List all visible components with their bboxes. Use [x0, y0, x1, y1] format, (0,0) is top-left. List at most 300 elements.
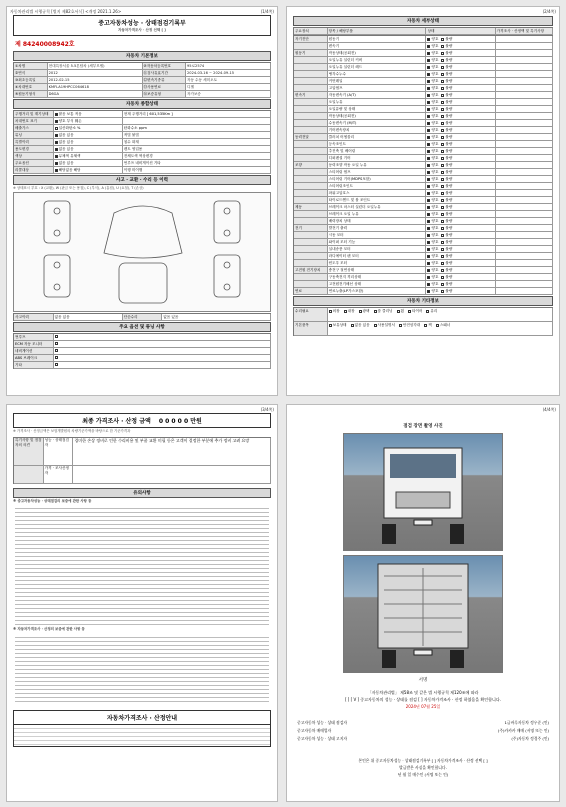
detail-state — [426, 113, 495, 120]
status-value — [54, 111, 123, 118]
group-label — [294, 148, 328, 155]
checkbox-icon — [351, 324, 354, 327]
status-value-text: 일산화탄소 % — [58, 126, 81, 130]
detail-table — [293, 35, 553, 295]
page-number: (4/4쪽) — [542, 407, 556, 412]
status-value-text: 없음 있음 — [58, 133, 74, 137]
state-label: 양호 — [431, 142, 439, 146]
option-item: 기타 — [14, 362, 54, 369]
detail-item: 원동기 — [328, 36, 427, 43]
table-row — [294, 190, 553, 197]
status-note — [123, 118, 271, 125]
checkbox-icon — [441, 38, 444, 41]
state-label: 불량 — [445, 58, 453, 62]
detail-note — [496, 57, 553, 64]
checkbox-icon — [55, 148, 58, 151]
state-label: 양호 — [431, 289, 439, 293]
page-2 — [286, 6, 560, 396]
value-first-reg: 2012-02-15 — [48, 77, 143, 84]
col-header: 항목 / 해당부품 — [328, 28, 427, 35]
photo-title: 점검 장면 촬영 사진 — [403, 424, 443, 429]
detail-note — [496, 43, 553, 50]
label-first-reg: ③최초등록일 — [14, 77, 48, 84]
detail-item: 오일유량 및 상태 — [328, 106, 427, 113]
status-value-text: 무채색 유채색 — [58, 154, 81, 158]
status-value-text: 많음 보통 적음 — [58, 112, 82, 116]
status-note: 이행 미이행 — [123, 167, 271, 174]
status-note: 탄화수소 ppm — [123, 125, 271, 132]
label-engine: ⑤원동기형식 — [14, 91, 48, 98]
option-item: ECM 자동 모니터 — [14, 341, 54, 348]
detail-state — [426, 190, 495, 197]
group-label — [294, 190, 328, 197]
group-label — [294, 155, 328, 162]
status-item: 배출가스 — [14, 125, 54, 132]
group-label — [294, 169, 328, 176]
value-warranty: 자가보증 — [186, 91, 271, 98]
accident-table — [13, 313, 271, 321]
detail-item: 브레이크 오일 누유 — [328, 211, 427, 218]
detail-note — [496, 225, 553, 232]
checkbox-icon — [441, 178, 444, 181]
truck-front-photo — [343, 433, 503, 551]
state-label: 불량 — [445, 191, 453, 195]
parts-item: 보유상태 — [332, 323, 347, 327]
price-checker-name: (주)자동차 정경주 (인) — [511, 736, 549, 741]
detail-state — [426, 204, 495, 211]
group-label — [294, 176, 328, 183]
checkbox-icon — [441, 213, 444, 216]
checkbox-icon — [55, 342, 58, 345]
value-fuel: 디젤 — [186, 84, 271, 91]
checkbox-icon — [55, 134, 58, 137]
detail-note — [496, 204, 553, 211]
law-text: 「자동차관리법」 제58조 및 같은 법 시행규칙 제120조에 따라 — [367, 690, 479, 695]
checkbox-icon — [441, 129, 444, 132]
status-note: 렌트 영업용 — [123, 146, 271, 153]
status-item: 튜닝 — [14, 132, 54, 139]
table-row — [294, 211, 553, 218]
group-label — [294, 218, 328, 225]
group-label: 원동기 — [294, 50, 328, 57]
detail-state — [426, 281, 495, 288]
detail-state — [426, 211, 495, 218]
options-table — [13, 333, 271, 369]
table-row — [294, 28, 553, 35]
checkbox-icon — [55, 162, 58, 165]
state-label: 불량 — [445, 135, 453, 139]
state-label: 불량 — [445, 79, 453, 83]
table-row — [14, 84, 271, 91]
group-label — [294, 274, 328, 281]
state-label: 양호 — [431, 268, 439, 272]
state-label: 불량 — [445, 65, 453, 69]
table-row — [294, 225, 553, 232]
detail-item: 스티어링조인트 — [328, 183, 427, 190]
detail-note — [496, 85, 553, 92]
signer-row — [297, 727, 549, 735]
simple-repair-label: 단순수리 — [123, 314, 163, 321]
signer-row — [297, 735, 549, 743]
checkbox-icon — [441, 171, 444, 174]
state-label: 양호 — [431, 135, 439, 139]
group-label: 조향 — [294, 162, 328, 169]
checkbox-icon — [441, 185, 444, 188]
inspector-label: 중고자동차 성능 · 상태 점검자 — [297, 720, 348, 725]
table-row — [294, 141, 553, 148]
state-label: 양호 — [431, 128, 439, 132]
table-row — [294, 64, 553, 71]
detail-note — [496, 148, 553, 155]
table-row — [294, 57, 553, 64]
table-row — [294, 36, 553, 43]
detail-item: 작동상태(공회전) — [328, 50, 427, 57]
detail-note — [496, 92, 553, 99]
table-row — [294, 99, 553, 106]
state-label: 불량 — [445, 261, 453, 265]
group-label — [294, 246, 328, 253]
checkbox-icon — [55, 363, 58, 366]
checkbox-icon — [441, 262, 444, 265]
status-value — [54, 160, 123, 167]
status-value — [54, 153, 123, 160]
state-label: 양호 — [431, 51, 439, 55]
detail-state — [426, 106, 495, 113]
other-info-table — [293, 307, 553, 336]
state-label: 불량 — [445, 142, 453, 146]
checkbox-icon — [441, 157, 444, 160]
status-note: 전체도색 색상변경 — [123, 153, 271, 160]
state-label: 불량 — [445, 282, 453, 286]
detail-note — [496, 218, 553, 225]
detail-note — [496, 267, 553, 274]
parts-item: 내장 — [347, 309, 355, 313]
price-checker-label: 중고자동차 성능 · 상태 고지자 — [297, 736, 348, 741]
table-row — [294, 50, 553, 57]
state-label: 불량 — [445, 93, 453, 97]
truck-rear-photo — [343, 555, 503, 673]
detail-item: 변속기 — [328, 43, 427, 50]
label-reg-no: ⑩자동차등록번호 — [143, 63, 187, 70]
document-title — [13, 15, 271, 36]
detail-state — [426, 71, 495, 78]
state-label: 양호 — [431, 240, 439, 244]
checkbox-icon — [55, 155, 58, 158]
title-text: 중고자동차성능 · 상태점검기록부 — [98, 20, 186, 27]
signers — [297, 719, 549, 743]
state-label: 불량 — [445, 212, 453, 216]
state-label: 불량 — [445, 219, 453, 223]
state-label: 불량 — [445, 177, 453, 181]
table-row — [294, 155, 553, 162]
detail-note — [496, 50, 553, 57]
group-label — [294, 211, 328, 218]
group-label — [294, 253, 328, 260]
status-value — [54, 125, 123, 132]
status-note: 썬루프 네비게이션 기타 — [123, 160, 271, 167]
accident-heading: 사고 · 교환 · 수리 등 이력 — [13, 175, 271, 185]
record-number: 제 84240008942호 — [15, 41, 75, 48]
basic-info-table — [13, 62, 271, 98]
special-text: 경미한 손상 정비로 인한 수리비용 및 부품 교환 미필 등은 고객이 결정한 부분에 추가 정비 고려 요망 — [73, 438, 271, 466]
state-label: 양호 — [431, 114, 439, 118]
checkbox-icon — [426, 310, 429, 313]
detail-item: 오일누유 실린더 헤드 — [328, 64, 427, 71]
notice-body-2 — [15, 634, 269, 704]
price-guide-box: 자동차가격조사 · 산정안내 — [13, 710, 271, 725]
table-row — [294, 267, 553, 274]
table-row — [294, 127, 553, 134]
detail-state — [426, 155, 495, 162]
checkbox-icon — [55, 349, 58, 352]
detail-item: 추진축 및 베어링 — [328, 148, 427, 155]
empty-cell — [14, 466, 44, 484]
detail-state — [426, 274, 495, 281]
checkbox-icon — [441, 80, 444, 83]
state-label: 양호 — [431, 156, 439, 160]
state-label: 양호 — [431, 282, 439, 286]
table-row — [294, 162, 553, 169]
detail-state — [426, 64, 495, 71]
status-note: 현재 주행거리 [ 601,535Km ] — [123, 111, 271, 118]
table-row — [14, 466, 271, 484]
state-label: 양호 — [431, 163, 439, 167]
table-row — [294, 71, 553, 78]
table-row — [294, 113, 553, 120]
detail-state — [426, 267, 495, 274]
notice-heading: 유의사항 — [13, 488, 271, 498]
checkbox-icon — [424, 324, 427, 327]
final-price-label: 최종 가격조사 · 산정 금액 — [82, 418, 151, 425]
status-item: 주행거리 및 계기상태 — [14, 111, 54, 118]
group-label — [294, 120, 328, 127]
state-label: 양호 — [431, 79, 439, 83]
detail-state — [426, 85, 495, 92]
checkbox-icon — [55, 141, 58, 144]
detail-note — [496, 36, 553, 43]
page-number: (1/4쪽) — [260, 9, 274, 14]
table-row — [294, 78, 553, 85]
detail-note — [496, 71, 553, 78]
detail-state — [426, 232, 495, 239]
page-header — [287, 7, 559, 15]
title-subtitle: 자동차가격조사 · 산정 선택 [ ] — [118, 28, 166, 32]
signer-row — [297, 719, 549, 727]
detail-state — [426, 169, 495, 176]
group-label — [294, 127, 328, 134]
state-label: 양호 — [431, 100, 439, 104]
state-label: 양호 — [431, 247, 439, 251]
value-year: 2012 — [48, 70, 143, 77]
table-row — [14, 139, 271, 146]
parts-items — [328, 322, 553, 336]
page-header — [287, 405, 559, 413]
group-label — [294, 106, 328, 113]
seller-label: 중고자동차 매매업자 — [297, 728, 332, 733]
state-label: 불량 — [445, 86, 453, 90]
detail-item: 오일누유 실린더 커버 — [328, 57, 427, 64]
status-value — [54, 146, 123, 153]
state-label: 양호 — [431, 65, 439, 69]
guide-body — [13, 725, 271, 747]
detail-note — [496, 260, 553, 267]
group-label: 변속기 — [294, 92, 328, 99]
options-heading: 주요 옵션 및 튜닝 사항 — [13, 322, 271, 332]
other-info-heading: 자동차 기타정보 — [293, 296, 553, 306]
table-row — [294, 183, 553, 190]
checkbox-icon — [55, 169, 58, 172]
label-vin: ④차대번호 — [14, 84, 48, 91]
detail-item: 와이퍼 모터 기능 — [328, 239, 427, 246]
final-price-amount: 0 0 0 0 0 만원 — [158, 418, 202, 425]
state-label: 불량 — [445, 149, 453, 153]
form-reference: 자동차관리법 시행규칙 [별지 제82호서식] <개정 2021.1.26> — [10, 9, 122, 14]
status-value-text: 없음 있음 — [58, 147, 74, 151]
checkbox-icon — [441, 290, 444, 293]
state-label: 불량 — [445, 240, 453, 244]
basic-info-heading: 자동차 기본정보 — [13, 51, 271, 61]
state-label: 양호 — [431, 219, 439, 223]
option-value — [54, 348, 271, 355]
state-label: 양호 — [431, 275, 439, 279]
detail-item: 타이로드엔드 및 볼 조인트 — [328, 197, 427, 204]
status-heading: 자동차 종합상태 — [13, 99, 271, 109]
table-row — [294, 288, 553, 295]
table-row — [14, 111, 271, 118]
value-reg-no: 95로2574 — [186, 63, 271, 70]
status-value — [54, 139, 123, 146]
checkbox-icon — [441, 192, 444, 195]
group-label — [294, 113, 328, 120]
state-label: 양호 — [431, 58, 439, 62]
group-label — [294, 260, 328, 267]
table-row — [14, 132, 271, 139]
checkbox-icon — [441, 45, 444, 48]
table-row — [294, 239, 553, 246]
group-label — [294, 141, 328, 148]
checkbox-icon — [441, 206, 444, 209]
group-label — [294, 57, 328, 64]
parts-label: 기본품목 — [294, 322, 328, 336]
state-label: 불량 — [445, 247, 453, 251]
parts-item: 타이어 — [412, 309, 423, 313]
sign-label: 서명 — [418, 678, 428, 683]
label-warranty: ⑭보증유형 — [143, 91, 187, 98]
state-label: 불량 — [445, 37, 453, 41]
table-row — [14, 355, 271, 362]
detail-item: 스티어링 기어(MDPS포함) — [328, 176, 427, 183]
table-row — [14, 314, 271, 321]
detail-note — [496, 281, 553, 288]
checkbox-icon — [441, 66, 444, 69]
detail-item: 클러치 어셈블리 — [328, 134, 427, 141]
accident-history-label: 사고이력 — [14, 314, 54, 321]
parts-item: 유리 — [430, 309, 438, 313]
parts-item: 안전삼각대 — [402, 323, 421, 327]
detail-note — [496, 162, 553, 169]
group-label — [294, 71, 328, 78]
parts-item: 사용설명서 — [377, 323, 395, 327]
state-label: 양호 — [431, 226, 439, 230]
parts-item: 없음 있음 — [354, 323, 370, 327]
truck-front-icon — [344, 434, 502, 550]
detail-note — [496, 274, 553, 281]
table-row — [14, 70, 271, 77]
table-row — [294, 260, 553, 267]
detail-note — [496, 246, 553, 253]
accident-note: ※ 상태표시 부호 : X (교환), W (판금 또는 용접), C (부식), A (흠집), U (요철), T (손상) — [13, 186, 144, 190]
parts-item: 외장 — [332, 309, 340, 313]
detail-item: 구동축전지 격리상태 — [328, 274, 427, 281]
table-row — [14, 167, 271, 174]
buyer-text-3: 년 월 일 매수인 (서명 또는 인) — [397, 772, 449, 777]
checkbox-icon — [441, 94, 444, 97]
detail-state — [426, 239, 495, 246]
page-1 — [6, 6, 278, 396]
group-label: 연료 — [294, 288, 328, 295]
inspector-name: 1급바루자동차 정우준 (인) — [504, 720, 549, 725]
page-header — [7, 7, 277, 15]
detail-note — [496, 183, 553, 190]
accident-history-value: 없음 있음 — [54, 314, 123, 321]
detail-item: 연료누출(LP가스포함) — [328, 288, 427, 295]
final-price-title — [13, 413, 271, 428]
state-label: 양호 — [431, 254, 439, 258]
detail-note — [496, 197, 553, 204]
detail-header-row — [293, 27, 553, 35]
group-label — [294, 64, 328, 71]
state-label: 양호 — [431, 37, 439, 41]
detail-state — [426, 134, 495, 141]
detail-item: 커먼레일 — [328, 78, 427, 85]
detail-note — [496, 127, 553, 134]
detail-state — [426, 43, 495, 50]
detail-item: 고압펌프 — [328, 85, 427, 92]
parts-item: 잭 — [428, 323, 432, 327]
group-label — [294, 239, 328, 246]
group-label: 고전원 전기장치 — [294, 267, 328, 274]
state-label: 불량 — [445, 121, 453, 125]
detail-state — [426, 99, 495, 106]
checkbox-icon — [441, 108, 444, 111]
state-label: 양호 — [431, 107, 439, 111]
detail-note — [496, 253, 553, 260]
detail-state — [426, 260, 495, 267]
group-label: 동력전달 — [294, 134, 328, 141]
checkbox-icon — [55, 120, 58, 123]
group-label — [294, 43, 328, 50]
checkbox-icon — [441, 276, 444, 279]
dealer-label: 성능 · 상태점검자 — [44, 438, 74, 466]
detail-note — [496, 239, 553, 246]
buyer-block — [287, 757, 559, 778]
state-label: 불량 — [445, 254, 453, 258]
label-fuel: ⑬사용연료 — [143, 84, 187, 91]
detail-note — [496, 64, 553, 71]
col-header: 상태 — [426, 28, 495, 35]
detail-note — [496, 99, 553, 106]
checkbox-icon — [55, 113, 58, 116]
col-header: 가격조사 · 산정액 및 특기사항 — [496, 28, 553, 35]
special-label: 특기사항 및 점검자의 의견 — [14, 438, 44, 466]
detail-note — [496, 232, 553, 239]
checkbox-icon — [397, 310, 400, 313]
price-note: ※ 가격조사 · 산정금액은 보험개발원의 차량기준가액을 바탕으로 한 기준가격과 — [13, 429, 131, 433]
state-label: 양호 — [431, 44, 439, 48]
table-row — [294, 85, 553, 92]
state-label: 불량 — [445, 170, 453, 174]
detail-item: 스티어링 펌프 — [328, 169, 427, 176]
